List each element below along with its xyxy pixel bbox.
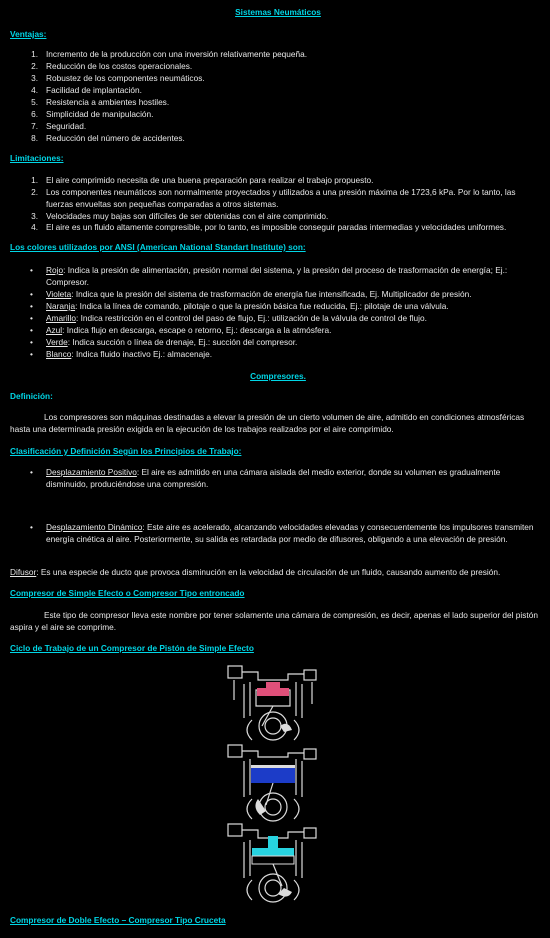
list-item: Velocidades muy bajas son difíciles de ser obtenidas con el aire comprimido.: [46, 211, 329, 221]
doble-efecto-heading: Compresor de Doble Efecto – Compresor Tipo Cruceta: [10, 915, 226, 925]
list-number: 4.: [31, 85, 38, 95]
simple-efecto-text: Este tipo de compresor lleva este nombre por tener solamente una cámara de compresión, es decir, apenas el lado superior del pistón aspira y el aire se comprime.: [10, 610, 538, 632]
list-item: Rojo: Indica la presión de alimentación, presión normal del sistema, y la presión del proceso de trasformación de energía; Ej.: Compresor.: [46, 265, 508, 287]
list-item: Amarillo: Indica restricción en el control del paso de flujo, Ej.: utilización de la válvula de control de flujo.: [46, 313, 427, 323]
list-number: 3.: [31, 211, 38, 221]
list-item: Incremento de la producción con una inversión relativamente pequeña.: [46, 49, 308, 59]
list-number: 3.: [31, 73, 38, 83]
bullet: •: [30, 313, 33, 323]
definicion-heading: Definición:: [10, 391, 53, 401]
ventajas-heading: Ventajas:: [10, 29, 47, 39]
list-item: Violeta: Indica que la presión del sistema de trasformación de energía fue intensificada, Ej. Multiplicador de presión.: [46, 289, 472, 299]
clasificacion-heading: Clasificación y Definición Según los Principios de Trabajo:: [10, 446, 242, 456]
list-item: El aire es un fluido altamente compresible, por lo tanto, es imposible conseguir paradas intermedias y velocidades uniformes.: [46, 222, 507, 232]
colores-heading: Los colores utilizados por ANSI (American National Standart Institute) son:: [10, 242, 306, 252]
list-number: 8.: [31, 133, 38, 143]
list-item: Seguridad.: [46, 121, 87, 131]
compresores-title: Compresores.: [250, 371, 306, 381]
list-item: Facilidad de implantación.: [46, 85, 142, 95]
piston-diagram-intake: [222, 660, 324, 742]
list-number: 4.: [31, 222, 38, 232]
list-number: 2.: [31, 61, 38, 71]
bullet: •: [30, 325, 33, 335]
bullet: •: [30, 522, 33, 532]
list-item: Reducción del número de accidentes.: [46, 133, 185, 143]
term: Naranja: [46, 301, 76, 311]
term: Amarillo: [46, 313, 76, 323]
limitaciones-heading: Limitaciones:: [10, 153, 64, 163]
bullet: •: [30, 301, 33, 311]
list-number: 2.: [31, 187, 38, 197]
list-item: Naranja: Indica la línea de comando, pilotaje o que la presión básica fue reducida, Ej.: pilotaje de una válvula.: [46, 301, 449, 311]
list-item: Simplicidad de manipulación.: [46, 109, 154, 119]
piston-diagram-compression: [222, 741, 324, 823]
list-number: 7.: [31, 121, 38, 131]
list-item: Azul: Indica flujo en descarga, escape o retorno, Ej.: descarga a la atmósfera.: [46, 325, 332, 335]
term: Desplazamiento Positivo: [46, 467, 137, 477]
bullet: •: [30, 265, 33, 275]
list-item: Robustez de los componentes neumáticos.: [46, 73, 205, 83]
list-item: Resistencia a ambientes hostiles.: [46, 97, 170, 107]
list-number: 5.: [31, 97, 38, 107]
ciclo-heading: Ciclo de Trabajo de un Compresor de Pistón de Simple Efecto: [10, 643, 254, 653]
list-item: Desplazamiento Dinámico: Este aire es acelerado, alcanzando velocidades elevadas y consecuentemente los impulsores transmiten energía cinética al aire. Posteriormente, su salida es retardada por medio de difusores, obligando a una elevación de presión.: [46, 522, 534, 544]
bullet: •: [30, 289, 33, 299]
term: Verde: [46, 337, 68, 347]
page-title: Sistemas Neumáticos: [235, 7, 321, 17]
term: Desplazamiento Dinámico: [46, 522, 143, 532]
term: Rojo: [46, 265, 64, 275]
bullet: •: [30, 467, 33, 477]
list-item: El aire comprimido necesita de una buena preparación para realizar el trabajo propuesto.: [46, 175, 374, 185]
list-item: Los componentes neumáticos son normalmente proyectados y utilizados a una presión máxima de 1723,6 kPa. Por lo tanto, las fuerzas envueltas son pequeñas comparadas a otros sistemas.: [46, 187, 516, 209]
piston-diagram-discharge: [222, 820, 324, 906]
bullet: •: [30, 337, 33, 347]
term: Blanco: [46, 349, 72, 359]
list-number: 1.: [31, 49, 38, 59]
list-number: 1.: [31, 175, 38, 185]
list-number: 6.: [31, 109, 38, 119]
list-item: Reducción de los costos operacionales.: [46, 61, 193, 71]
list-item: Desplazamiento Positivo: El aire es admitido en una cámara aislada del medio exterior, donde su volumen es gradualmente disminuido, produciéndose una compresión.: [46, 467, 501, 489]
term: Violeta: [46, 289, 72, 299]
term: Difusor: [10, 567, 37, 577]
bullet: •: [30, 349, 33, 359]
definicion-text: Los compresores son máquinas destinadas a elevar la presión de un cierto volumen de aire, admitido en condiciones atmosféricas hasta una determinada presión exigida en la ejecución de los trabajos realizados por el aire comprimido.: [10, 412, 525, 434]
list-item: Blanco: Indica fluido inactivo Ej.: almacenaje.: [46, 349, 213, 359]
difusor-definition: Difusor: Es una especie de ducto que provoca disminución en la velocidad de circulación de un fluido, causando aumento de presión.: [10, 567, 501, 577]
term: Azul: [46, 325, 63, 335]
simple-efecto-heading: Compresor de Simple Efecto o Compresor Tipo entroncado: [10, 588, 245, 598]
list-item: Verde: Indica succión o línea de drenaje, Ej.: succión del compresor.: [46, 337, 298, 347]
